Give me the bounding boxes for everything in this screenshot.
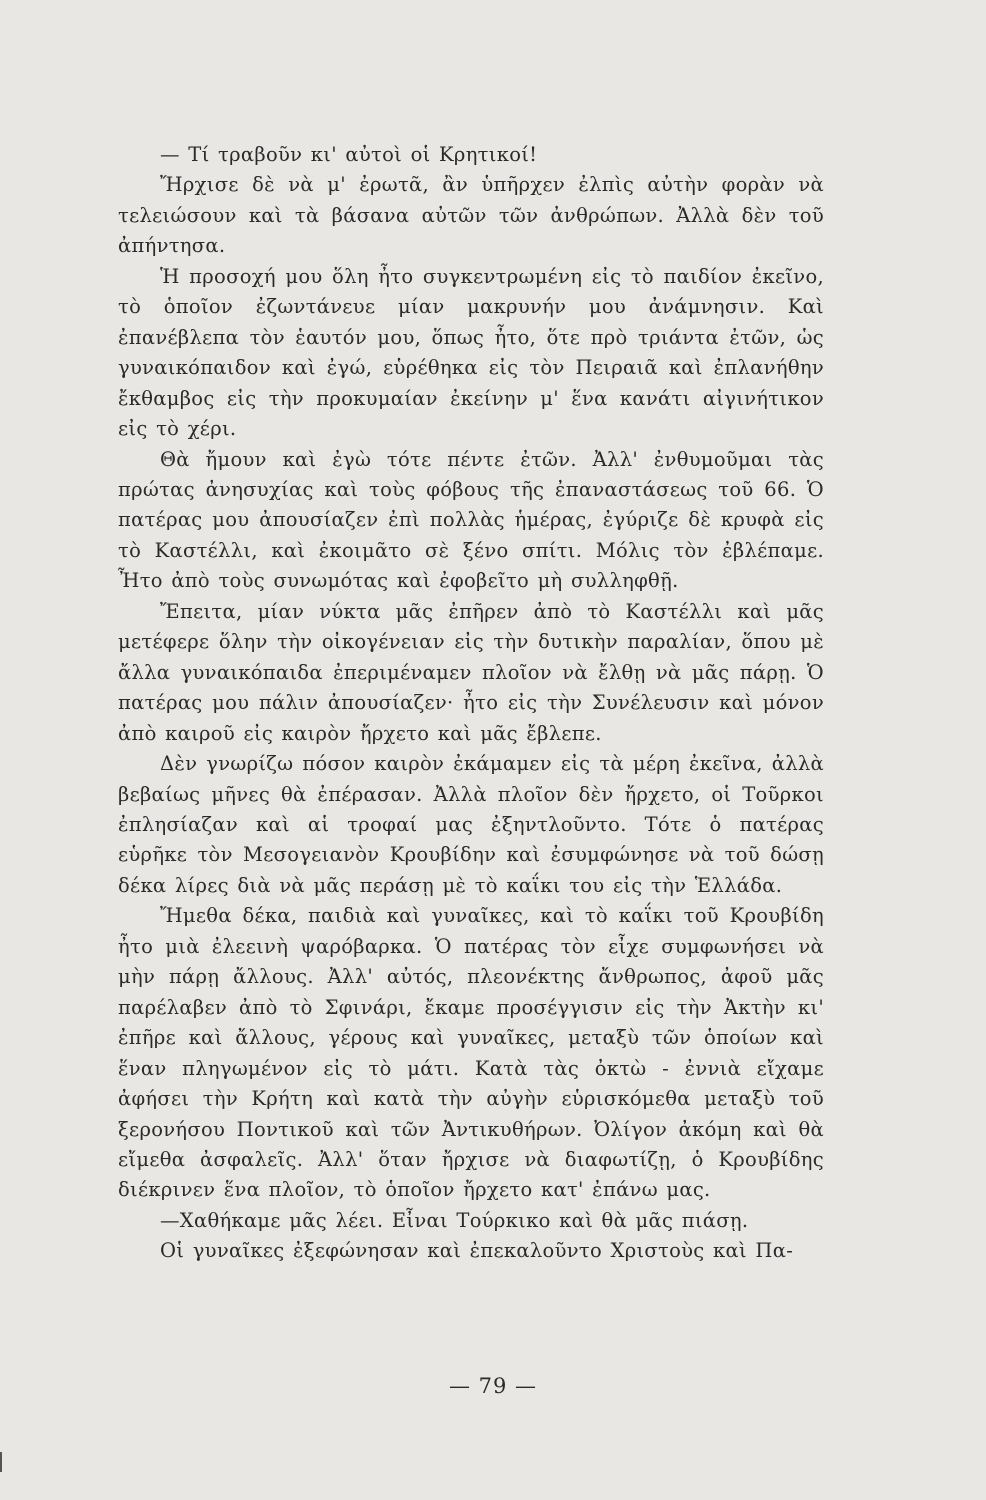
paragraph-4: Θὰ ἤμουν καὶ ἐγὼ τότε πέντε ἐτῶν. Ἀλλ' ἐνθυμοῦμαι τὰς πρώτας ἀνησυχίας καὶ τοὺς φόβους τῆς ἐπαναστάσεως τοῦ 66. Ὁ πατέρας μου ἀπουσίαζεν ἐπὶ πολλὰς ἡμέρας, ἐγύριζε δὲ κρυφὰ εἰς τὸ Καστέλλι, καὶ ἐκοιμᾶτο σὲ ξένο σπίτι. Μόλις τὸν ἐβλέπαμε. Ἦτο ἀπὸ τοὺς συνωμότας καὶ ἐφοβεῖτο μὴ συλληφθῇ. [118,447,824,593]
paragraph-6: Δὲν γνωρίζω πόσον καιρὸν ἐκάμαμεν εἰς τὰ μέρη ἐκεῖνα, ἀλλὰ βεβαίως μῆνες θὰ ἐπέρασαν. Ἀλλὰ πλοῖον δὲν ἤρχετο, οἱ Τοῦρκοι ἐπλησίαζαν καὶ αἱ τροφαί μας ἐξηντλοῦντο. Τότε ὁ πατέρας εὑρῆκε τὸν Μεσογειανὸν Κρουβίδην καὶ ἐσυμφώνησε νὰ τοῦ δώσῃ δέκα λίρες διὰ νὰ μᾶς περάσῃ μὲ τὸ καΐκι του εἰς τὴν Ἑλλάδα. [118,752,824,897]
page-number: — 79 — [448,1374,538,1398]
paragraph-7: Ἤμεθα δέκα, παιδιὰ καὶ γυναῖκες, καὶ τὸ καΐκι τοῦ Κρουβίδη ἦτο μιὰ ἐλεεινὴ ψαρόβαρκα. Ὁ πατέρας τὸν εἶχε συμφωνήσει νὰ μὴν πάρῃ ἄλλους. Ἀλλ' αὐτός, πλεονέκτης ἄνθρωπος, ἀφοῦ μᾶς παρέλαβεν ἀπὸ τὸ Σφινάρι, ἔκαμε προσέγγισιν εἰς τὴν Ἀκτὴν κι' ἐπῆρε καὶ ἄλλους, γέρους καὶ γυναῖκες, μεταξὺ τῶν ὁποίων καὶ ἕναν πληγωμένον εἰς τὸ μάτι. Κατὰ τὰς ὀκτὼ - ἐννιὰ εἴχαμε ἀφήσει τὴν Κρήτη καὶ κατὰ τὴν αὐγὴν εὑρισκόμεθα μεταξὺ τοῦ ξερονήσου Ποντικοῦ καὶ τῶν Ἀντικυθήρων. Ὀλίγον ἀκόμη καὶ θὰ εἴμεθα ἀσφαλεῖς. Ἀλλ' ὅταν ἤρχισε νὰ διαφωτίζῃ, ὁ Κρουβίδης διέκρινεν ἕνα πλοῖον, τὸ ὁποῖον ἤρχετο κατ' ἐπάνω μας. [118,904,824,1202]
body-text [118,140,824,1267]
paragraph-1: — Τί τραβοῦν κι' αὐτοὶ οἱ Κρητικοί! [160,143,538,166]
paragraph-8: —Χαθήκαμε μᾶς λέει. Εἶναι Τούρκικο καὶ θὰ μᾶς πιάσῃ. [160,1208,749,1232]
paragraph-9: Οἱ γυναῖκες ἐξεφώνησαν καὶ ἐπεκαλοῦντο Χριστοὺς καὶ Πα- [160,1239,794,1263]
paragraph-5: Ἔπειτα, μίαν νύκτα μᾶς ἐπῆρεν ἀπὸ τὸ Καστέλλι καὶ μᾶς μετέφερε ὅλην τὴν οἰκογένειαν εἰς τὴν δυτικὴν παραλίαν, ὅπου μὲ ἄλλα γυναικόπαιδα ἐπεριμέναμεν πλοῖον νὰ ἔλθῃ νὰ μᾶς πάρῃ. Ὁ πατέρας μου πάλιν ἀπουσίαζεν· ἦτο εἰς τὴν Συνέλευσιν καὶ μόνον ἀπὸ καιροῦ εἰς καιρὸν ἤρχετο καὶ μᾶς ἔβλεπε. [118,599,824,745]
paragraph-3: Ἡ προσοχή μου ὅλη ἦτο συγκεντρωμένη εἰς τὸ παιδίον ἐκεῖνο, τὸ ὁποῖον ἐζωντάνευε μίαν μακρυνήν μου ἀνάμνησιν. Καὶ ἐπανέβλεπα τὸν ἑαυτόν μου, ὅπως ἦτο, ὅτε πρὸ τριάντα ἐτῶν, ὡς γυναικόπαιδον καὶ ἐγώ, εὑρέθηκα εἰς τὸν Πειραιᾶ καὶ ἐπλανήθην ἔκθαμβος εἰς τὴν προκυμαίαν ἐκείνην μ' ἕνα κανάτι αἰγινήτικον εἰς τὸ χέρι. [118,264,824,441]
scan-edge-mark [0,1452,2,1472]
paragraph-2: Ἤρχισε δὲ νὰ μ' ἐρωτᾶ, ἂν ὑπῆρχεν ἐλπὶς αὐτὴν φορὰν νὰ τελειώσουν καὶ τὰ βάσανα αὐτῶν τῶν ἀνθρώπων. Ἀλλὰ δὲν τοῦ ἀπήντησα. [118,173,824,258]
